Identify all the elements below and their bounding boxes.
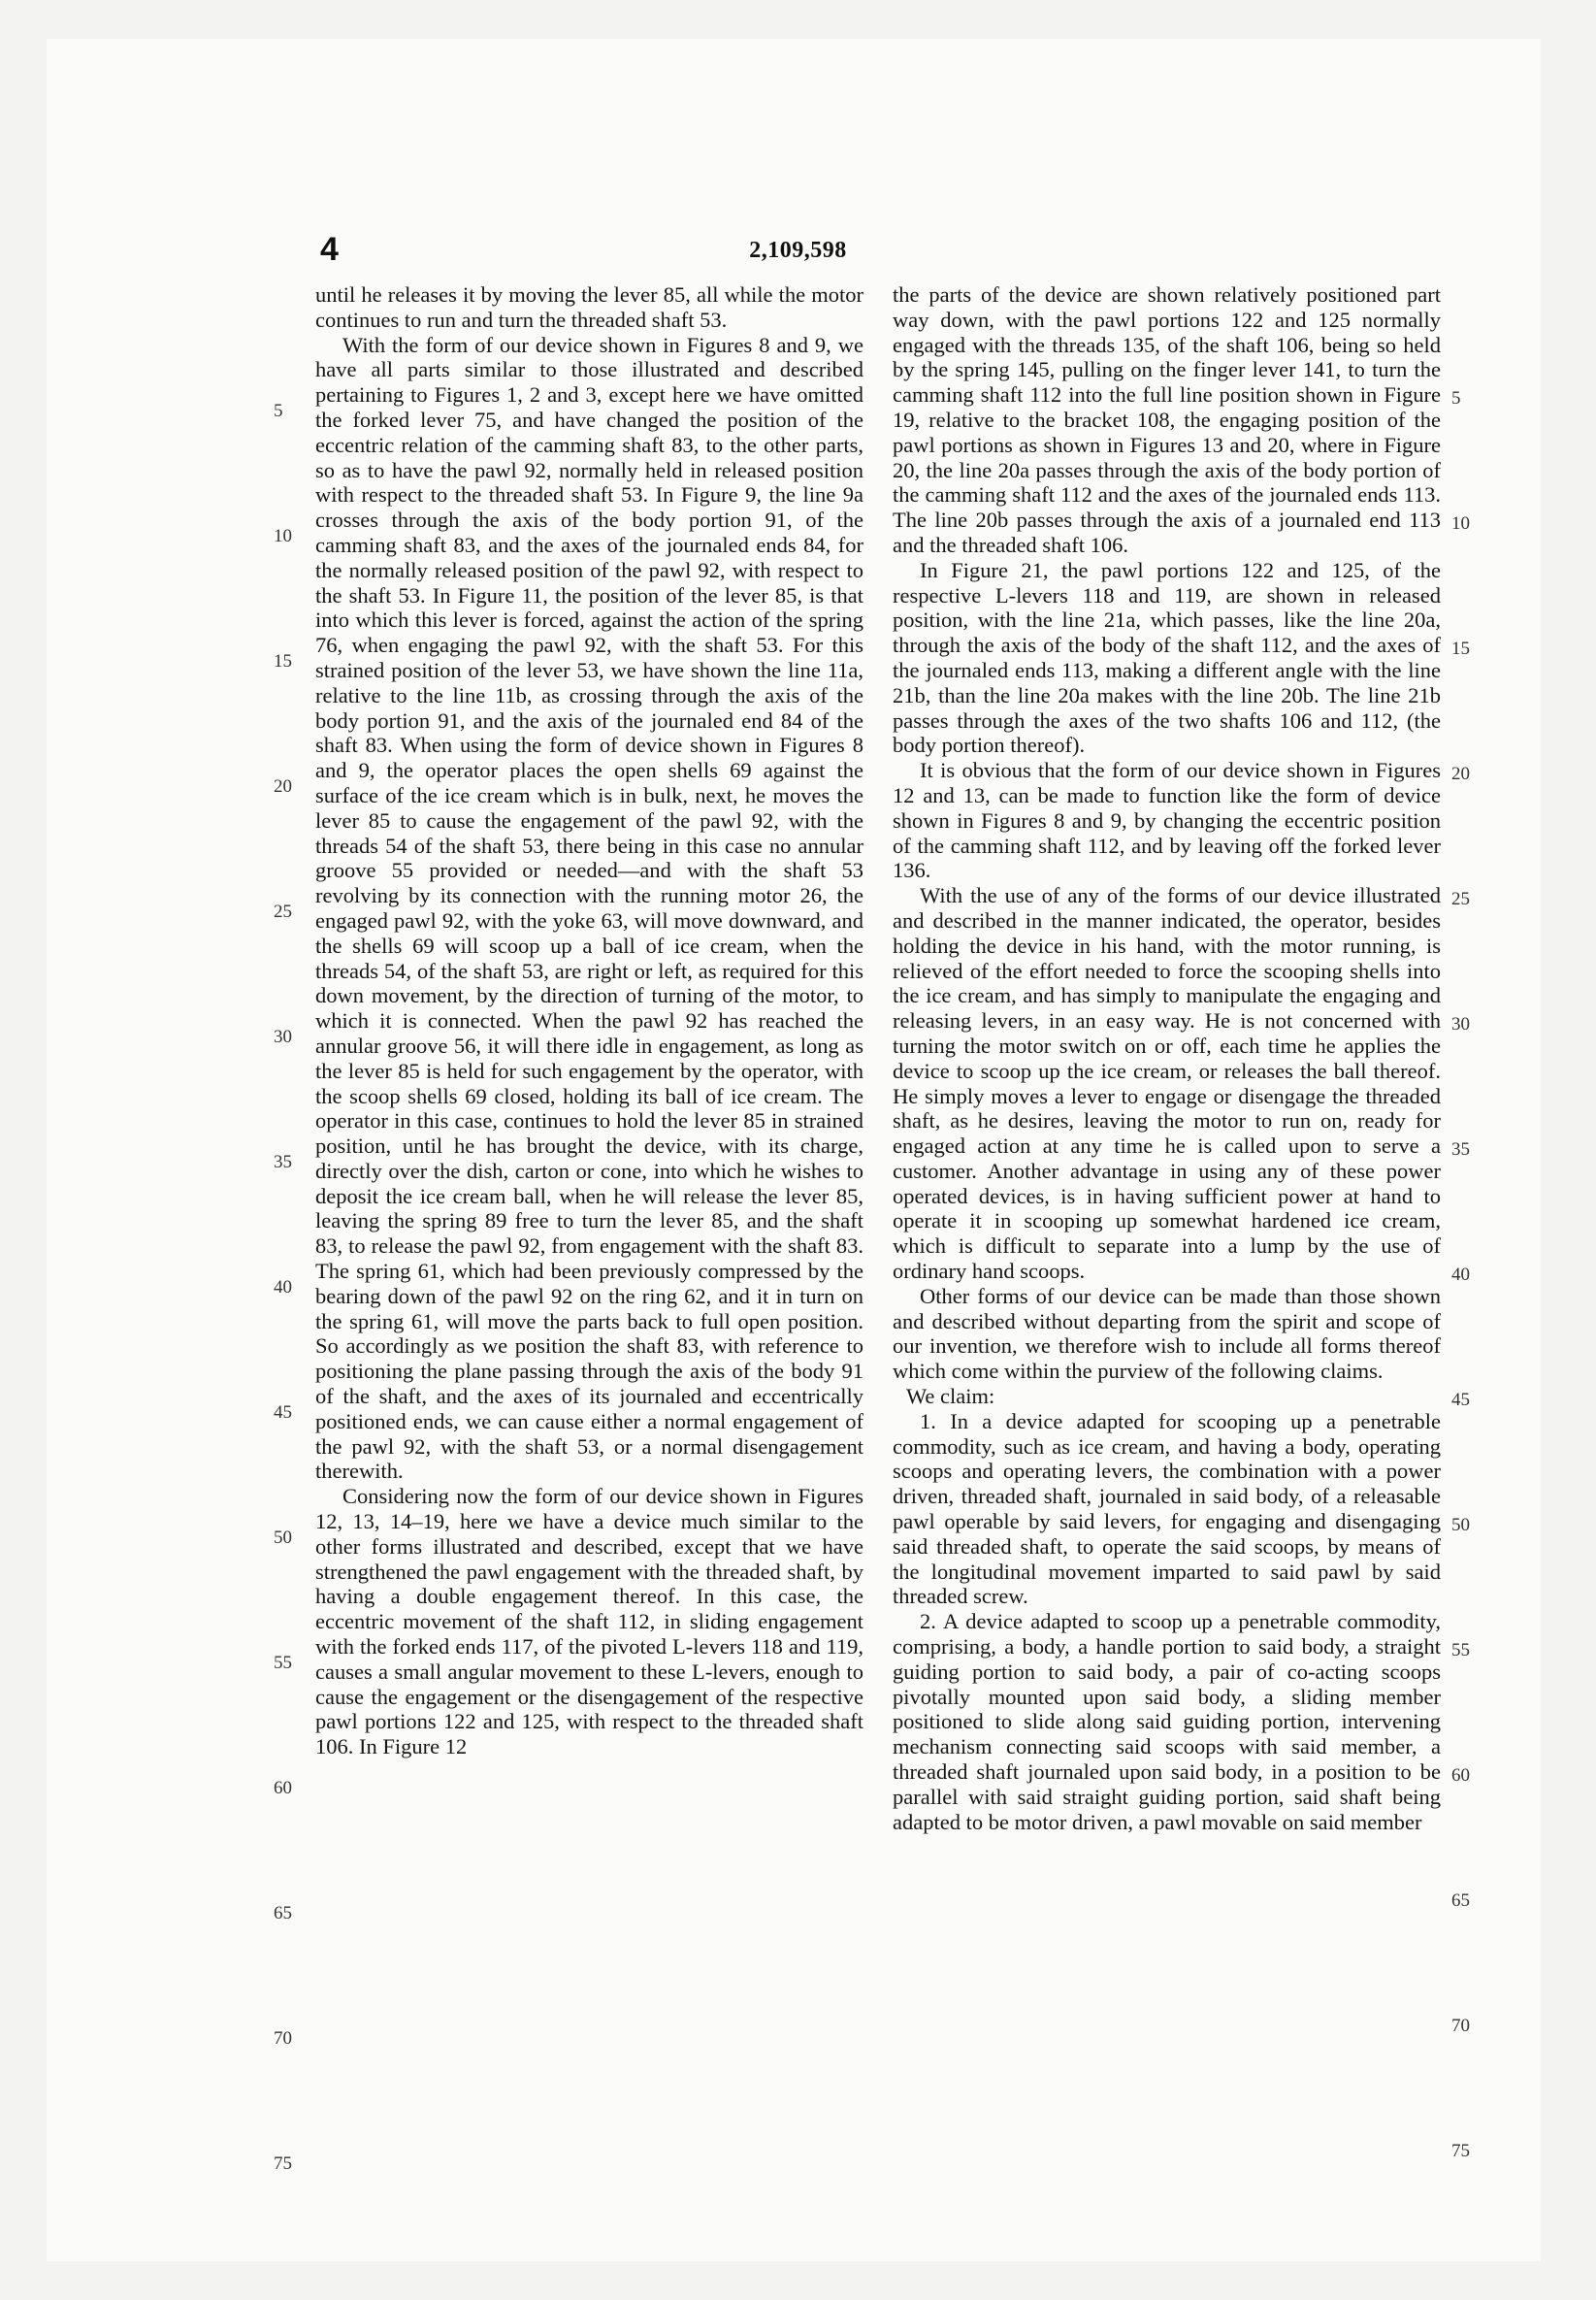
line-number-left: 55 xyxy=(274,1653,292,1673)
line-number-right: 45 xyxy=(1451,1390,1470,1410)
line-number-right: 70 xyxy=(1451,2016,1470,2036)
right-paragraph: It is obvious that the form of our device shown in Figures 12 and 13, can be made to function like the form of device shown in Figures 8 and 9, by changing the eccentric position of the camming shaft 112, and by leaving off the forked lever 136. xyxy=(893,758,1441,883)
page-number: 4 xyxy=(320,231,339,268)
line-number-left: 20 xyxy=(274,776,292,797)
line-number-right: 75 xyxy=(1451,2141,1470,2161)
line-number-right: 15 xyxy=(1451,639,1470,659)
claims-heading: We claim: xyxy=(906,1384,995,1409)
right-paragraph: In Figure 21, the pawl portions 122 and 125, of the respective L-levers 118 and 119, are shown in released position, with the line 21a, which passes, like the line 20a, through the axis of the body of the shaft 112, and the axes of the journaled ends 113, making a different angle with the line 21b, than the line 20a makes with the line 20b. The line 21b passes through the axes of the two shafts 106 and 112, (the body portion thereof). xyxy=(893,557,1441,758)
line-number-left: 10 xyxy=(274,526,292,546)
line-number-left: 15 xyxy=(274,651,292,672)
left-paragraph: With the form of our device shown in Figures 8 and 9, we have all parts similar to those illustrated and described pertaining to Figures 1, 2 and 3, except here we have omitted the forked lever 75, and have changed the position of the eccentric relation of the camming shaft 83, to the other parts, so as to have the pawl 92, normally held in released position with respect to the threaded shaft 53. In Figure 9, the line 9a crosses through the axis of the body portion 91, of the camming shaft 83, and the axes of the journaled ends 84, for the normally released position of the pawl 92, with respect to the shaft 53. In Figure 11, the position of the lever 85, is that into which this lever is forced, against the action of the spring 76, when engaging the pawl 92, with the shaft 53. For this strained position of the lever 53, we have shown the line 11a, relative to the line 11b, as crossing through the axis of the body portion 91, and the axis of the journaled end 84 of the shaft 83. When using the form of device shown in Figures 8 and 9, the operator places the open shells 69 against the surface of the ice cream which is in bulk, next, he moves the lever 85 to cause the engagement of the pawl 92, with the threads 54 of the shaft 53, there being in this case no annular groove 55 provided or needed—and with the shaft 53 revolving by its connection with the running motor 26, the engaged pawl 92, with the yoke 63, will move downward, and the shells 69 will scoop up a ball of ice cream, when the threads 54, of the shaft 53, are right or left, as required for this down movement, by the direction of turning of the motor, to which it is connected. When the pawl 92 has reached the annular groove 56, it will there idle in engagement, as long as the lever 85 is held for such engagement by the operator, with the scoop shells 69 closed, holding its ball of ice cream. The operator in this case, continues to hold the lever 85 in strained position, until he has brought the device, with its charge, directly over the dish, carton or cone, into which he wishes to deposit the ice cream ball, when he will release the lever 85, leaving the spring 89 free to turn the lever 85, and the shaft 83, to release the pawl 92, from engagement with the shaft 83. The spring 61, which had been previously compressed by the bearing down of the pawl 92 on the ring 62, and it in turn on the spring 61, will move the parts back to full open position. So accordingly as we position the shaft 83, with reference to positioning the plane passing through the axis of the body 91 of the shaft, and the axes of its journaled and eccentrically positioned ends, we can cause either a normal engagement of the pawl 92, with the shaft 53, or a normal disengagement therewith. xyxy=(315,332,863,1484)
line-number-left: 30 xyxy=(274,1027,292,1047)
line-number-right: 10 xyxy=(1451,513,1470,534)
right-paragraph: With the use of any of the forms of our device illustrated and described in the manner indicated, the operator, besides holding the device in his hand, with the motor running, is relieved of the effort needed to force the scooping shells into the ice cream, and has simply to manipulate the engaging and releasing levers, in an easy way. He is not concerned with turning the motor switch on or off, each time he applies the device to scoop up the ice cream, or releases the ball thereof. He simply moves a lever to engage or disengage the threaded shaft, as he desires, leaving the motor to run on, ready for engaged action at any time he is called upon to serve a customer. Another advantage in using any of these power operated devices, is in having sufficient power at hand to operate it in scooping up somewhat hardened ice cream, which is difficult to separate into a lump by the use of ordinary hand scoops. xyxy=(893,883,1441,1284)
line-number-right: 55 xyxy=(1451,1640,1470,1660)
line-number-left: 60 xyxy=(274,1778,292,1798)
left-column xyxy=(315,282,863,1759)
line-number-right: 5 xyxy=(1451,388,1461,409)
left-paragraph: Considering now the form of our device shown in Figures 12, 13, 14–19, here we have a device much similar to the other forms illustrated and described, except that we have strengthened the pawl engagement with the threaded shaft, by having a double engagement thereof. In this case, the eccentric movement of the shaft 112, in sliding engagement with the forked ends 117, of the pivoted L-levers 118 and 119, causes a small angular movement to these L-levers, enough to cause the engagement or the disengagement of the respective pawl portions 122 and 125, with respect to the threaded shaft 106. In Figure 12 xyxy=(315,1484,863,1759)
line-number-right: 30 xyxy=(1451,1014,1470,1035)
claim: 2. A device adapted to scoop up a penetrable commodity, comprising, a body, a handle portion to said body, a straight guiding portion to said body, a pair of co-acting scoops pivotally mounted upon said body, a sliding member positioned to slide along said guiding portion, intervening mechanism connecting said scoops with said member, a threaded shaft journaled upon said body, in a position to be parallel with said straight guiding portion, said shaft being adapted to be motor driven, a pawl movable on said member xyxy=(893,1609,1441,1834)
claim: 1. In a device adapted for scooping up a penetrable commodity, such as ice cream, and having a body, operating scoops and operating levers, the combination with a power driven, threaded shaft, journaled in said body, of a releasable pawl operable by said levers, for engaging and disengaging said threaded shaft, to operate the said scoops, by means of the longitudinal movement imparted to said pawl by said threaded screw. xyxy=(893,1408,1441,1609)
line-number-right: 65 xyxy=(1451,1890,1470,1911)
line-number-right: 40 xyxy=(1451,1265,1470,1285)
line-number-left: 5 xyxy=(274,401,283,421)
line-number-left: 40 xyxy=(274,1277,292,1298)
right-paragraph: Other forms of our device can be made than those shown and described without departing from the spirit and scope of our invention, we therefore wish to include all forms thereof which come within the purview of the following claims. xyxy=(893,1283,1441,1384)
right-column xyxy=(893,282,1441,1834)
line-number-left: 45 xyxy=(274,1402,292,1423)
line-number-right: 60 xyxy=(1451,1765,1470,1786)
line-number-left: 70 xyxy=(274,2028,292,2049)
line-number-right: 20 xyxy=(1451,764,1470,784)
line-number-right: 50 xyxy=(1451,1515,1470,1535)
left-paragraph: until he releases it by moving the lever 85, all while the motor continues to run and turn the threaded shaft 53. xyxy=(315,282,863,332)
patent-number: 2,109,598 xyxy=(749,238,847,263)
line-number-left: 25 xyxy=(274,902,292,922)
line-number-right: 25 xyxy=(1451,889,1470,909)
line-number-left: 75 xyxy=(274,2153,292,2174)
line-number-left: 65 xyxy=(274,1903,292,1923)
line-number-left: 50 xyxy=(274,1528,292,1548)
line-number-right: 35 xyxy=(1451,1139,1470,1160)
line-number-left: 35 xyxy=(274,1152,292,1172)
right-paragraph: the parts of the device are shown relatively positioned part way down, with the pawl portions 122 and 125 normally engaged with the threads 135, of the shaft 106, being so held by the spring 145, pulling on the finger lever 141, to turn the camming shaft 112 into the full line position shown in Figure 19, relative to the bracket 108, the engaging position of the pawl portions as shown in Figures 13 and 20, where in Figure 20, the line 20a passes through the axis of the body portion of the camming shaft 112 and the axes of the journaled ends 113. The line 20b passes through the axis of a journaled end 113 and the threaded shaft 106. xyxy=(893,282,1441,557)
